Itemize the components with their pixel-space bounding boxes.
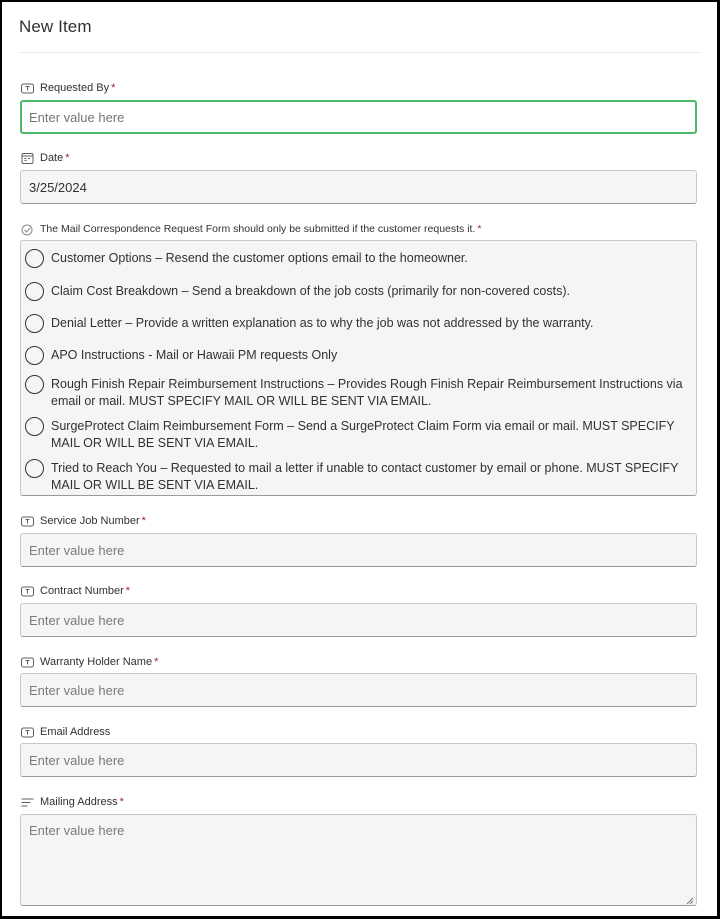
mailing-address-label [21,794,124,810]
text-field-icon [21,727,34,738]
radio-option-label: Customer Options – Resend the customer options email to the homeowner. [51,251,468,265]
warranty-holder-name-placeholder: Enter value here [29,682,125,698]
radio-option-apo-instructions[interactable] [25,347,686,365]
radio-option-label: Tried to Reach You – Requested to mail a letter if unable to contact customer by email or phone. MUST SPECIFY MAIL OR WILL BE SENT VIA EMAIL. [51,461,679,492]
radio-option-rough-finish-repair[interactable] [25,376,686,410]
service-job-number-placeholder: Enter value here [29,542,125,558]
date-label [21,150,70,166]
text-field-icon [21,657,34,668]
radio-button[interactable] [25,249,44,268]
requested-by-label-text: Requested By [40,82,110,94]
radio-option-tried-to-reach-you[interactable] [25,460,686,494]
contract-number-label [21,583,130,599]
mailing-address-placeholder: Enter value here [29,823,125,838]
warranty-holder-name-label-text: Warranty Holder Name [40,656,153,668]
mail-correspondence-label [21,221,481,237]
text-field-icon [21,83,34,94]
radio-option-label: APO Instructions - Mail or Hawaii PM requests Only [51,348,338,362]
radio-option-customer-options[interactable] [25,250,686,268]
contract-number-input[interactable] [20,603,697,637]
email-address-input[interactable] [20,743,697,777]
mailing-address-textarea[interactable] [20,814,697,906]
radio-option-label: Denial Letter – Provide a written explanation as to why the job was not addressed by the warranty. [51,316,594,330]
required-marker: * [125,585,131,597]
mailing-address-label-text: Mailing Address [40,796,118,808]
radio-button[interactable] [25,282,44,301]
radio-option-surgeprotect-claim[interactable] [25,418,686,452]
email-address-label [21,724,110,740]
service-job-number-input[interactable] [20,533,697,567]
radio-option-label: Rough Finish Repair Reimbursement Instructions – Provides Rough Finish Repair Reimbursement Instructions via email or mail. MUST SPECIFY MAIL OR WILL BE SENT VIA EMAIL. [51,377,683,408]
requested-by-input[interactable] [20,100,697,134]
date-input[interactable] [20,170,697,204]
header-divider [19,52,702,53]
radio-option-denial-letter[interactable] [25,315,686,333]
form-title: New Item [19,17,92,36]
radio-button[interactable] [25,417,44,436]
resize-handle-icon[interactable] [684,893,694,903]
required-marker: * [65,152,70,164]
required-marker: * [141,515,146,527]
email-address-placeholder: Enter value here [29,752,125,768]
contract-number-label-text: Contract Number [40,585,124,597]
radio-button[interactable] [25,314,44,333]
requested-by-label [21,80,115,96]
radio-button[interactable] [25,459,44,478]
contract-number-placeholder: Enter value here [29,612,125,628]
date-value: 3/25/2024 [29,179,87,195]
date-label-text: Date [40,152,64,164]
required-marker: * [154,656,159,668]
calendar-icon [21,153,34,164]
radio-option-label: SurgeProtect Claim Reimbursement Form – Send a SurgeProtect Claim Form via email or mail. MUST SPECIFY MAIL OR WILL BE SENT VIA EMAIL. [51,419,675,450]
radio-option-claim-cost-breakdown[interactable] [25,283,686,301]
required-marker: * [119,796,124,808]
service-job-number-label-text: Service Job Number [40,515,140,527]
text-field-icon [21,586,34,597]
multiline-text-icon [21,797,34,808]
mail-correspondence-radio-group [20,240,697,496]
warranty-holder-name-input[interactable] [20,673,697,707]
email-address-label-text: Email Address [40,726,111,738]
required-marker: * [111,82,116,94]
radio-option-label: Claim Cost Breakdown – Send a breakdown of the job costs (primarily for non-covered costs). [51,284,570,298]
service-job-number-label [21,513,146,529]
text-field-icon [21,516,34,527]
warranty-holder-name-label [21,654,158,670]
choice-check-icon [21,224,34,235]
required-marker: * [477,223,482,235]
radio-button[interactable] [25,375,44,394]
mail-correspondence-label-text: The Mail Correspondence Request Form should only be submitted if the customer requests it. [40,223,476,235]
radio-button[interactable] [25,346,44,365]
